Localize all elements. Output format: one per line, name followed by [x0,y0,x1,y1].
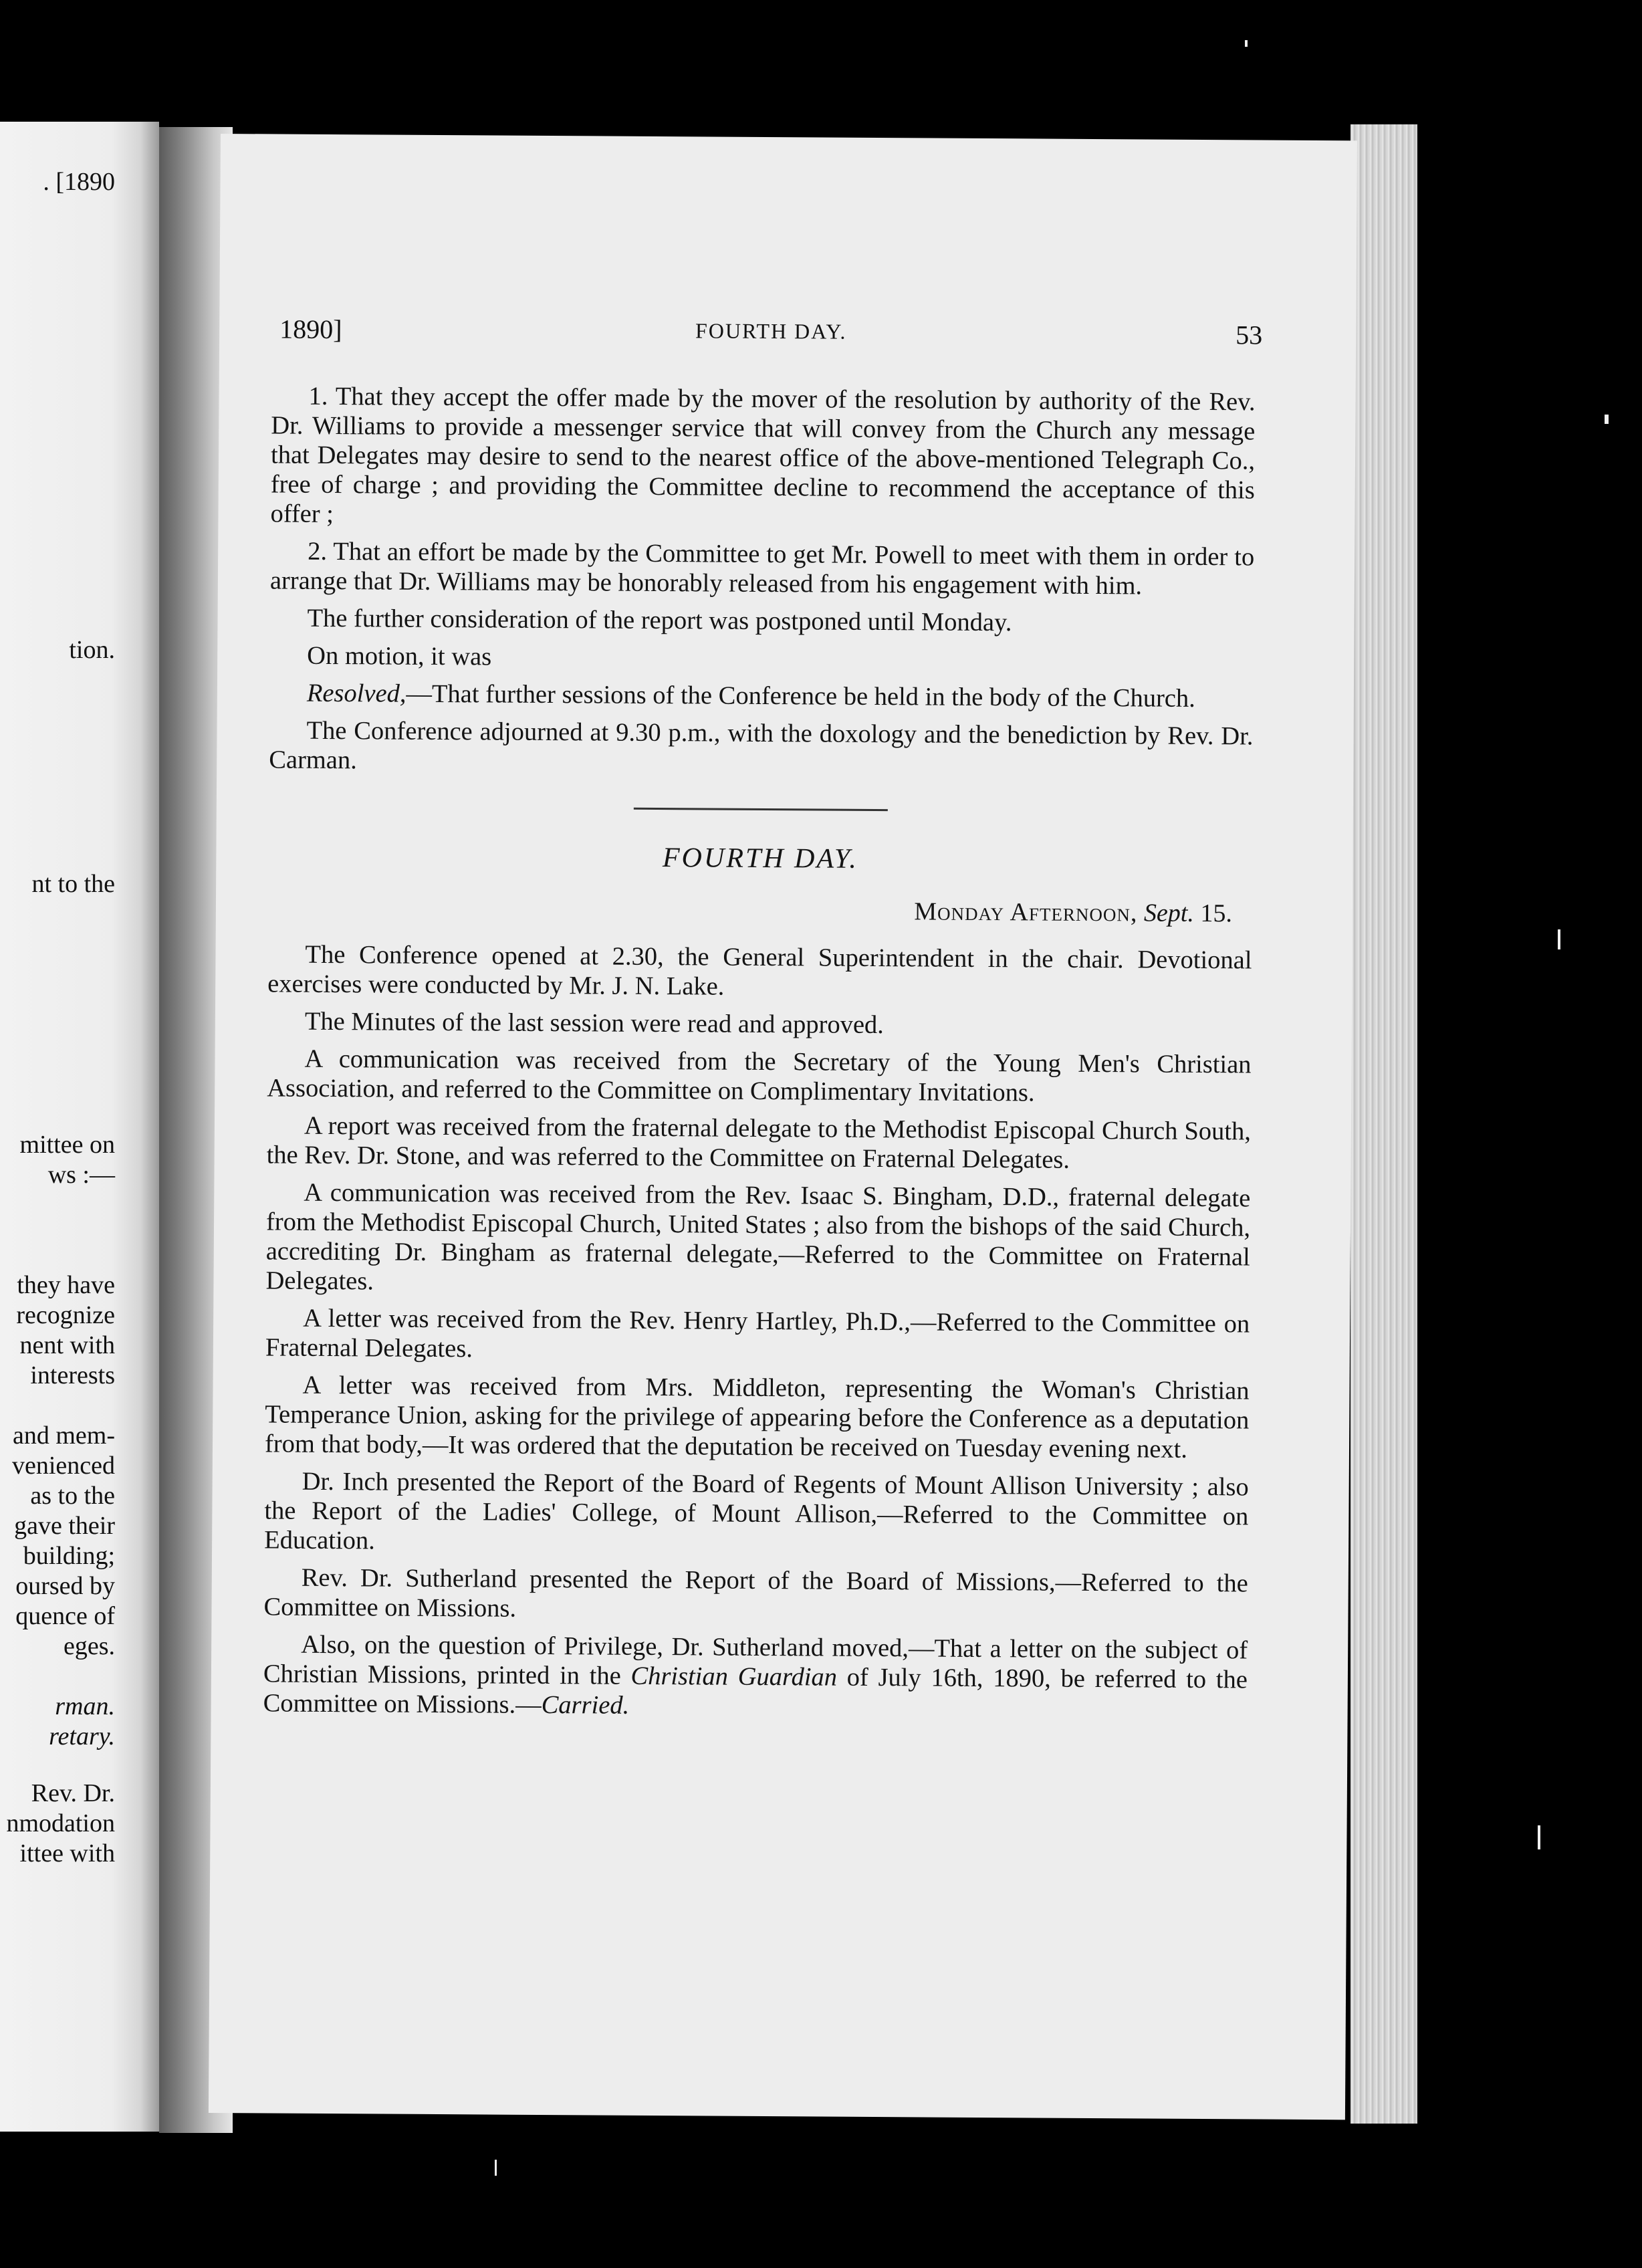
left-page-line: Rev. Dr. [31,1779,115,1807]
left-page-line: and mem- [12,1422,115,1450]
left-page-line: they have [17,1271,115,1299]
left-page-line: building; [23,1542,115,1570]
running-head [279,314,1262,360]
left-page-line: gave their [14,1512,115,1540]
paragraph-bingham: A communication was received from the Rev. Isaac S. Bingham, D.D., fraternal delegate from the Methodist Episcopal Church, United States ; also from the bishops of the said Church, accrediting Dr. Bingham as fraternal delegate,—Referred to the Committee on Fraternal Delegates. [265,1178,1251,1296]
left-page-line: rman. [55,1692,115,1720]
section-title: FOURTH DAY. [662,842,858,875]
left-page-line: ws :— [47,1161,115,1189]
paragraph-privilege [263,1629,1248,1724]
page-edges [1351,124,1417,2124]
paragraph-conference-opened: The Conference opened at 2.30, the General Superintendent in the chair. Devotional exercises were conducted by Mr. J. N. Lake. [267,940,1252,1001]
left-page-line: nt to the [31,870,115,898]
paragraph-sutherland: Rev. Dr. Sutherland presented the Report of the Board of Missions,—Referred to the Committee on Missions. [263,1563,1248,1623]
right-page [209,134,1357,2120]
header-title: FOURTH DAY. [695,318,847,344]
left-facing-page [0,122,159,2132]
paragraph-ymca: A communication was received from the Secretary of the Young Men's Christian Association, and referred to the Committee on Complimentary Invitations. [267,1044,1252,1107]
left-page-line: eges. [63,1632,115,1660]
left-page-line: ittee with [19,1839,115,1867]
paragraph-on-motion: On motion, it was [307,641,492,671]
dateline-day: 15. [1200,899,1233,928]
page-number: 53 [1236,320,1263,350]
left-page-line: interests [30,1361,115,1389]
left-page-line: as to the [30,1482,115,1510]
resolved-label: Resolved, [306,679,406,708]
left-page-line: mittee on [19,1131,115,1159]
left-page-line: nmodation [6,1809,115,1837]
resolved-text: —That further sessions of the Conference be held in the body of the Church. [406,679,1195,713]
paragraph-adjourned: The Conference adjourned at 9.30 p.m., with the doxology and the benediction by Rev. Dr. Carman. [269,716,1254,775]
paragraph-resolved [269,678,1254,713]
dateline-month: Sept. [1143,899,1195,927]
paragraph-minutes: The Minutes of the last session were read and approved. [304,1007,885,1040]
paragraph-middleton: A letter was received from Mrs. Middleton, representing the Woman's Christian Temperance Union, asking for the privilege of appearing before the Conference as a deputation from that body,—It was ordered that the deputation be received on Tuesday evening next. [264,1371,1250,1464]
session-dateline [268,893,1232,928]
left-page-line: . [1890 [43,168,115,196]
header-year: 1890] [279,314,342,345]
left-page-line: recognize [16,1301,115,1329]
dateline-session: Monday Afternoon, [914,897,1138,927]
left-page-line: venienced [11,1452,115,1480]
paragraph-hartley: A letter was received from the Rev. Henry Hartley, Ph.D.,—Referred to the Committee on Fraternal Delegates. [265,1304,1250,1363]
left-page-line: retary. [49,1722,115,1750]
left-page-line: nent with [19,1331,115,1359]
left-page-line: oursed by [15,1572,115,1600]
privilege-text-before: Also, on the question of Privilege, Dr. Sutherland moved,—That a letter on the subject of Christian Missions, printed in the [263,1630,1248,1690]
page-body [263,381,1255,1732]
publication-title: Christian Guardian [630,1662,838,1692]
paragraph-postponed: The further consideration of the report was postponed until Monday. [307,604,1012,637]
paragraph-report-stone: A report was received from the fraternal delegate to the Methodist Episcopal Church South, the Rev. Dr. Stone, and was referred to the Committee on Fraternal Delegates. [266,1111,1252,1174]
section-divider [634,808,888,811]
paragraph-resolution-1: 1. That they accept the offer made by the mover of the resolution by authority of the Rev. Dr. Williams to provide a messenger service that will convey from the Church any message that Delegates may desire to send to the nearest office of the above-mentioned Telegraph Co., free of charge ; and providing the Committee decline to recommend the acceptance of this offer ; [270,382,1256,529]
left-page-line: tion. [69,636,115,664]
left-page-line: quence of [15,1602,115,1630]
privilege-text-after: of July 16th, 1890, be referred to the Committee on Missions.— [263,1663,1248,1719]
carried-label: Carried. [541,1690,630,1720]
paragraph-resolution-2: 2. That an effort be made by the Committee to get Mr. Powell to meet with them in order to arrange that Dr. Williams may be honorably released from his engagement with him. [269,537,1255,600]
paragraph-inch: Dr. Inch presented the Report of the Board of Regents of Mount Allison University ; also the Report of the Ladies' College, of Mount Allison,—Referred to the Committee on Education. [264,1467,1249,1555]
